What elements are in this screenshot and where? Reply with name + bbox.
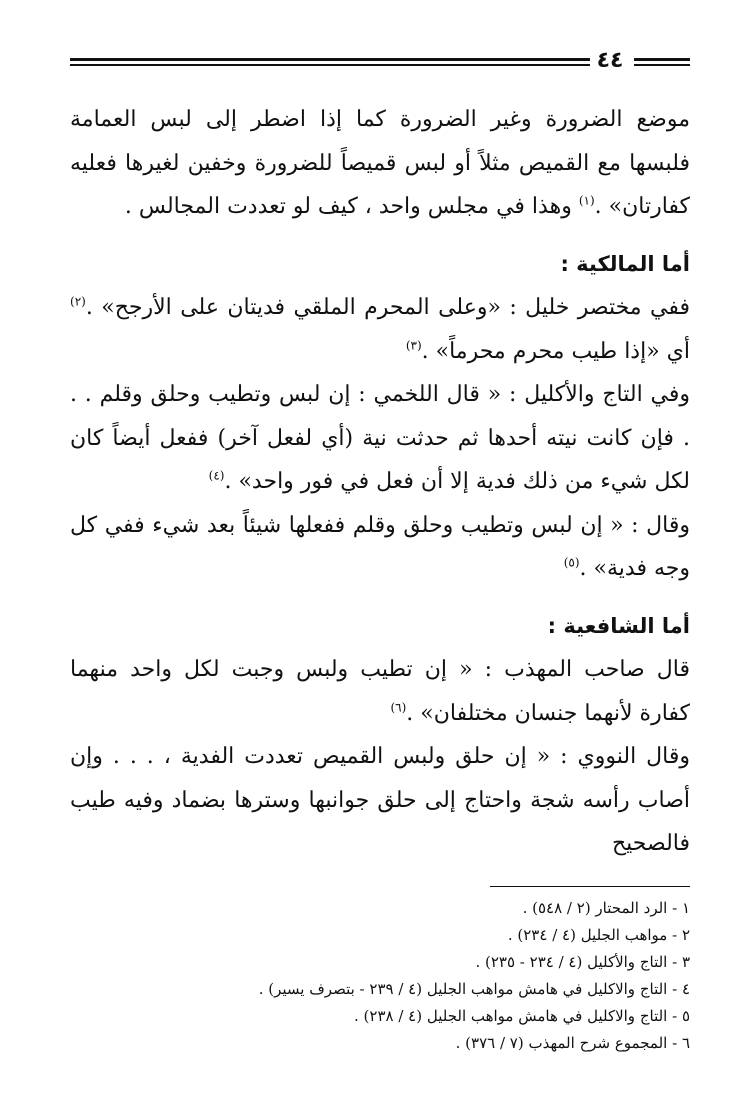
header-rule-bottom <box>70 64 590 66</box>
footnote-separator <box>490 886 690 887</box>
header-rule-right-top <box>634 58 690 61</box>
footnote-item: ٢ - مواهب الجليل (٤ / ٢٣٤) . <box>507 925 690 944</box>
footnotes <box>70 895 690 1057</box>
footnote-item: ١ - الرد المحتار (٢ / ٥٤٨) . <box>522 898 690 917</box>
page-header <box>70 48 690 78</box>
footnote-ref: (٣) <box>405 338 422 353</box>
paragraph-tail: أي «إذا طيب محرم محرماً» . <box>421 338 690 364</box>
paragraph-text: وفي التاج والأكليل : « قال اللخمي : إن لبس وتطيب وحلق وقلم . . . فإن كانت نيته أحدها ثم حدثت نية (أي لفعل آخر) ففعل أيضاً كان لكل شيء من ذلك فدية إلا أن فعل في فور واحد» . <box>70 382 690 494</box>
paragraph-intro <box>70 98 690 229</box>
paragraph-qala <box>70 504 690 591</box>
paragraph-text: قال صاحب المهذب : « إن تطيب ولبس وجبت لكل واحد منهما كفارة لأنهما جنسان مختلفان» . <box>70 657 690 726</box>
main-text <box>70 98 690 866</box>
book-page <box>70 48 690 1057</box>
footnote-item: ٥ - التاج والاكليل في هامش مواهب الجليل (٤ / ٢٣٨) . <box>354 1006 690 1025</box>
paragraph-muhadhdhab <box>70 648 690 735</box>
header-rule-top <box>70 58 590 61</box>
paragraph-tail: وهذا في مجلس واحد ، كيف لو تعددت المجالس . <box>124 194 579 219</box>
heading-maliki: أما المالكية : <box>560 251 690 276</box>
paragraph-nawawi <box>70 735 690 866</box>
paragraph-taj <box>70 373 690 504</box>
paragraph-text: وقال : « إن لبس وتطيب وحلق وقلم ففعلها شيئاً بعد شيء ففي كل وجه فدية» . <box>70 512 690 581</box>
footnote-item: ٤ - التاج والاكليل في هامش مواهب الجليل (٤ / ٢٣٩ - بتصرف يسير) . <box>258 979 690 998</box>
footnote-item: ٦ - المجموع شرح المهذب (٧ / ٣٧٦) . <box>455 1033 690 1052</box>
paragraph-text: موضع الضرورة وغير الضرورة كما إذا اضطر إلى لبس العمامة فلبسها مع القميص مثلاً أو لبس قميصاً للضرورة وخفين لغيرها فعليه كفارتان» . <box>70 107 690 219</box>
footnote-ref: (٢) <box>70 294 86 309</box>
footnote-ref: (٥) <box>563 555 580 570</box>
header-rule-right-bottom <box>634 64 690 66</box>
paragraph-text: وقال النووي : « إن حلق ولبس القميص تعددت الفدية ، . . . وإن أصاب رأسه شجة واحتاج إلى حلق جوانبها وسترها بضماد وفيه طيب فالصحيح <box>70 744 690 856</box>
heading-shafii: أما الشافعية : <box>547 613 690 638</box>
paragraph-text: ففي مختصر خليل : «وعلى المحرم الملقي فديتان على الأرجح» . <box>85 295 690 320</box>
footnote-ref: (١) <box>578 193 595 208</box>
footnote-ref: (٦) <box>390 700 407 715</box>
footnote-ref: (٤) <box>208 468 225 483</box>
paragraph-mukhtasar <box>70 286 690 373</box>
footnote-item: ٣ - التاج والأكليل (٤ / ٢٣٤ - ٢٣٥) . <box>475 952 690 971</box>
page-number: ٤٤ <box>596 48 624 73</box>
